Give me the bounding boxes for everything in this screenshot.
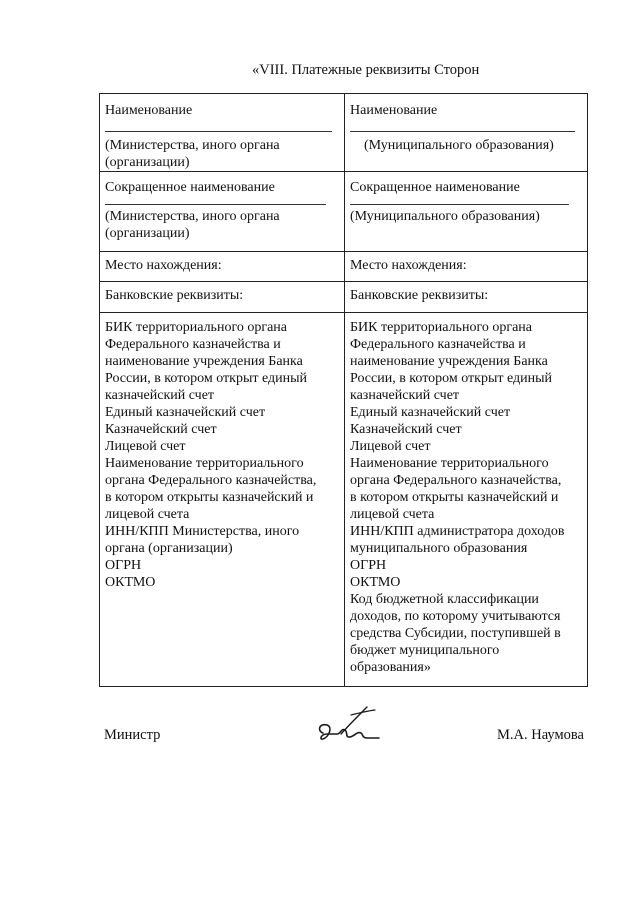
municipality-line: наименование учреждения Банка (350, 354, 548, 369)
ministry-line: ОКТМО (105, 575, 156, 590)
municipality-line: Код бюджетной классификации (350, 592, 539, 607)
municipality-bank-label: Банковские реквизиты: (350, 288, 489, 303)
table-row (100, 172, 588, 252)
municipality-bank-cell (345, 282, 588, 313)
municipality-name-label: Наименование (350, 103, 438, 118)
municipality-line: ИНН/КПП администратора доходов (350, 524, 565, 539)
signatory-position: Министр (104, 727, 161, 743)
ministry-location-label: Место нахождения: (105, 258, 222, 273)
ministry-short-name-cell (100, 172, 345, 252)
ministry-line: Единый казначейский счет (105, 405, 266, 420)
table-row (100, 282, 588, 313)
table-row (100, 313, 588, 687)
municipality-details-list (350, 319, 583, 676)
ministry-line: Федерального казначейства и (105, 337, 281, 352)
table-row (100, 94, 588, 172)
municipality-line: образования» (350, 660, 431, 675)
municipality-line: ОГРН (350, 558, 387, 573)
ministry-line: в котором открыты казначейский и (105, 490, 314, 505)
municipality-line: России, в котором открыт единый (350, 371, 553, 386)
municipality-line: Казначейский счет (350, 422, 462, 437)
municipality-name-cell (345, 94, 588, 172)
handwritten-signature (315, 703, 385, 749)
municipality-details-cell (345, 313, 588, 687)
ministry-line: Казначейский счет (105, 422, 217, 437)
ministry-line: Наименование территориального (105, 456, 304, 471)
ministry-line: БИК территориального органа (105, 320, 287, 335)
municipality-line: бюджет муниципального (350, 643, 500, 658)
ministry-line: ИНН/КПП Министерства, иного (105, 524, 300, 539)
signatory-name: М.А. Наумова (497, 727, 584, 743)
ministry-line: России, в котором открыт единый (105, 371, 308, 386)
ministry-details-cell (100, 313, 345, 687)
ministry-line: казначейский счет (105, 388, 215, 403)
ministry-bank-cell (100, 282, 345, 313)
ministry-short-name-label: Сокращенное наименование (105, 180, 275, 195)
municipality-line: Лицевой счет (350, 439, 431, 454)
municipality-line: Федерального казначейства и (350, 337, 526, 352)
table-row (100, 252, 588, 282)
ministry-line: органа Федерального казначейства, (105, 473, 317, 488)
municipality-short-name-label: Сокращенное наименование (350, 180, 520, 195)
ministry-short-name-note: (Министерства, иного органа (организации) (105, 209, 280, 241)
ministry-line: органа (организации) (105, 541, 233, 556)
municipality-line: Наименование территориального (350, 456, 549, 471)
ministry-name-label: Наименование (105, 103, 193, 118)
section-title: «VIII. Платежные реквизиты Сторон (252, 62, 480, 78)
municipality-name-note: (Муниципального образования) (364, 138, 554, 153)
municipality-line: муниципального образования (350, 541, 528, 556)
ministry-line: наименование учреждения Банка (105, 354, 303, 369)
municipality-short-name-note: (Муниципального образования) (350, 209, 540, 224)
ministry-bank-label: Банковские реквизиты: (105, 288, 244, 303)
municipality-location-label: Место нахождения: (350, 258, 467, 273)
municipality-line: казначейский счет (350, 388, 460, 403)
municipality-location-cell (345, 252, 588, 282)
ministry-details-list (105, 319, 340, 591)
municipality-line: Единый казначейский счет (350, 405, 511, 420)
ministry-line: Лицевой счет (105, 439, 186, 454)
payment-details-table (99, 93, 588, 687)
municipality-line: лицевой счета (350, 507, 435, 522)
municipality-line: БИК территориального органа (350, 320, 532, 335)
municipality-short-name-cell (345, 172, 588, 252)
ministry-line: ОГРН (105, 558, 142, 573)
municipality-line: средства Субсидии, поступившей в (350, 626, 561, 641)
ministry-location-cell (100, 252, 345, 282)
municipality-line: ОКТМО (350, 575, 401, 590)
ministry-name-cell (100, 94, 345, 172)
ministry-name-note: (Министерства, иного органа (организации) (105, 138, 280, 170)
municipality-line: органа Федерального казначейства, (350, 473, 562, 488)
municipality-line: доходов, по которому учитываются (350, 609, 561, 624)
municipality-line: в котором открыты казначейский и (350, 490, 559, 505)
ministry-line: лицевой счета (105, 507, 190, 522)
